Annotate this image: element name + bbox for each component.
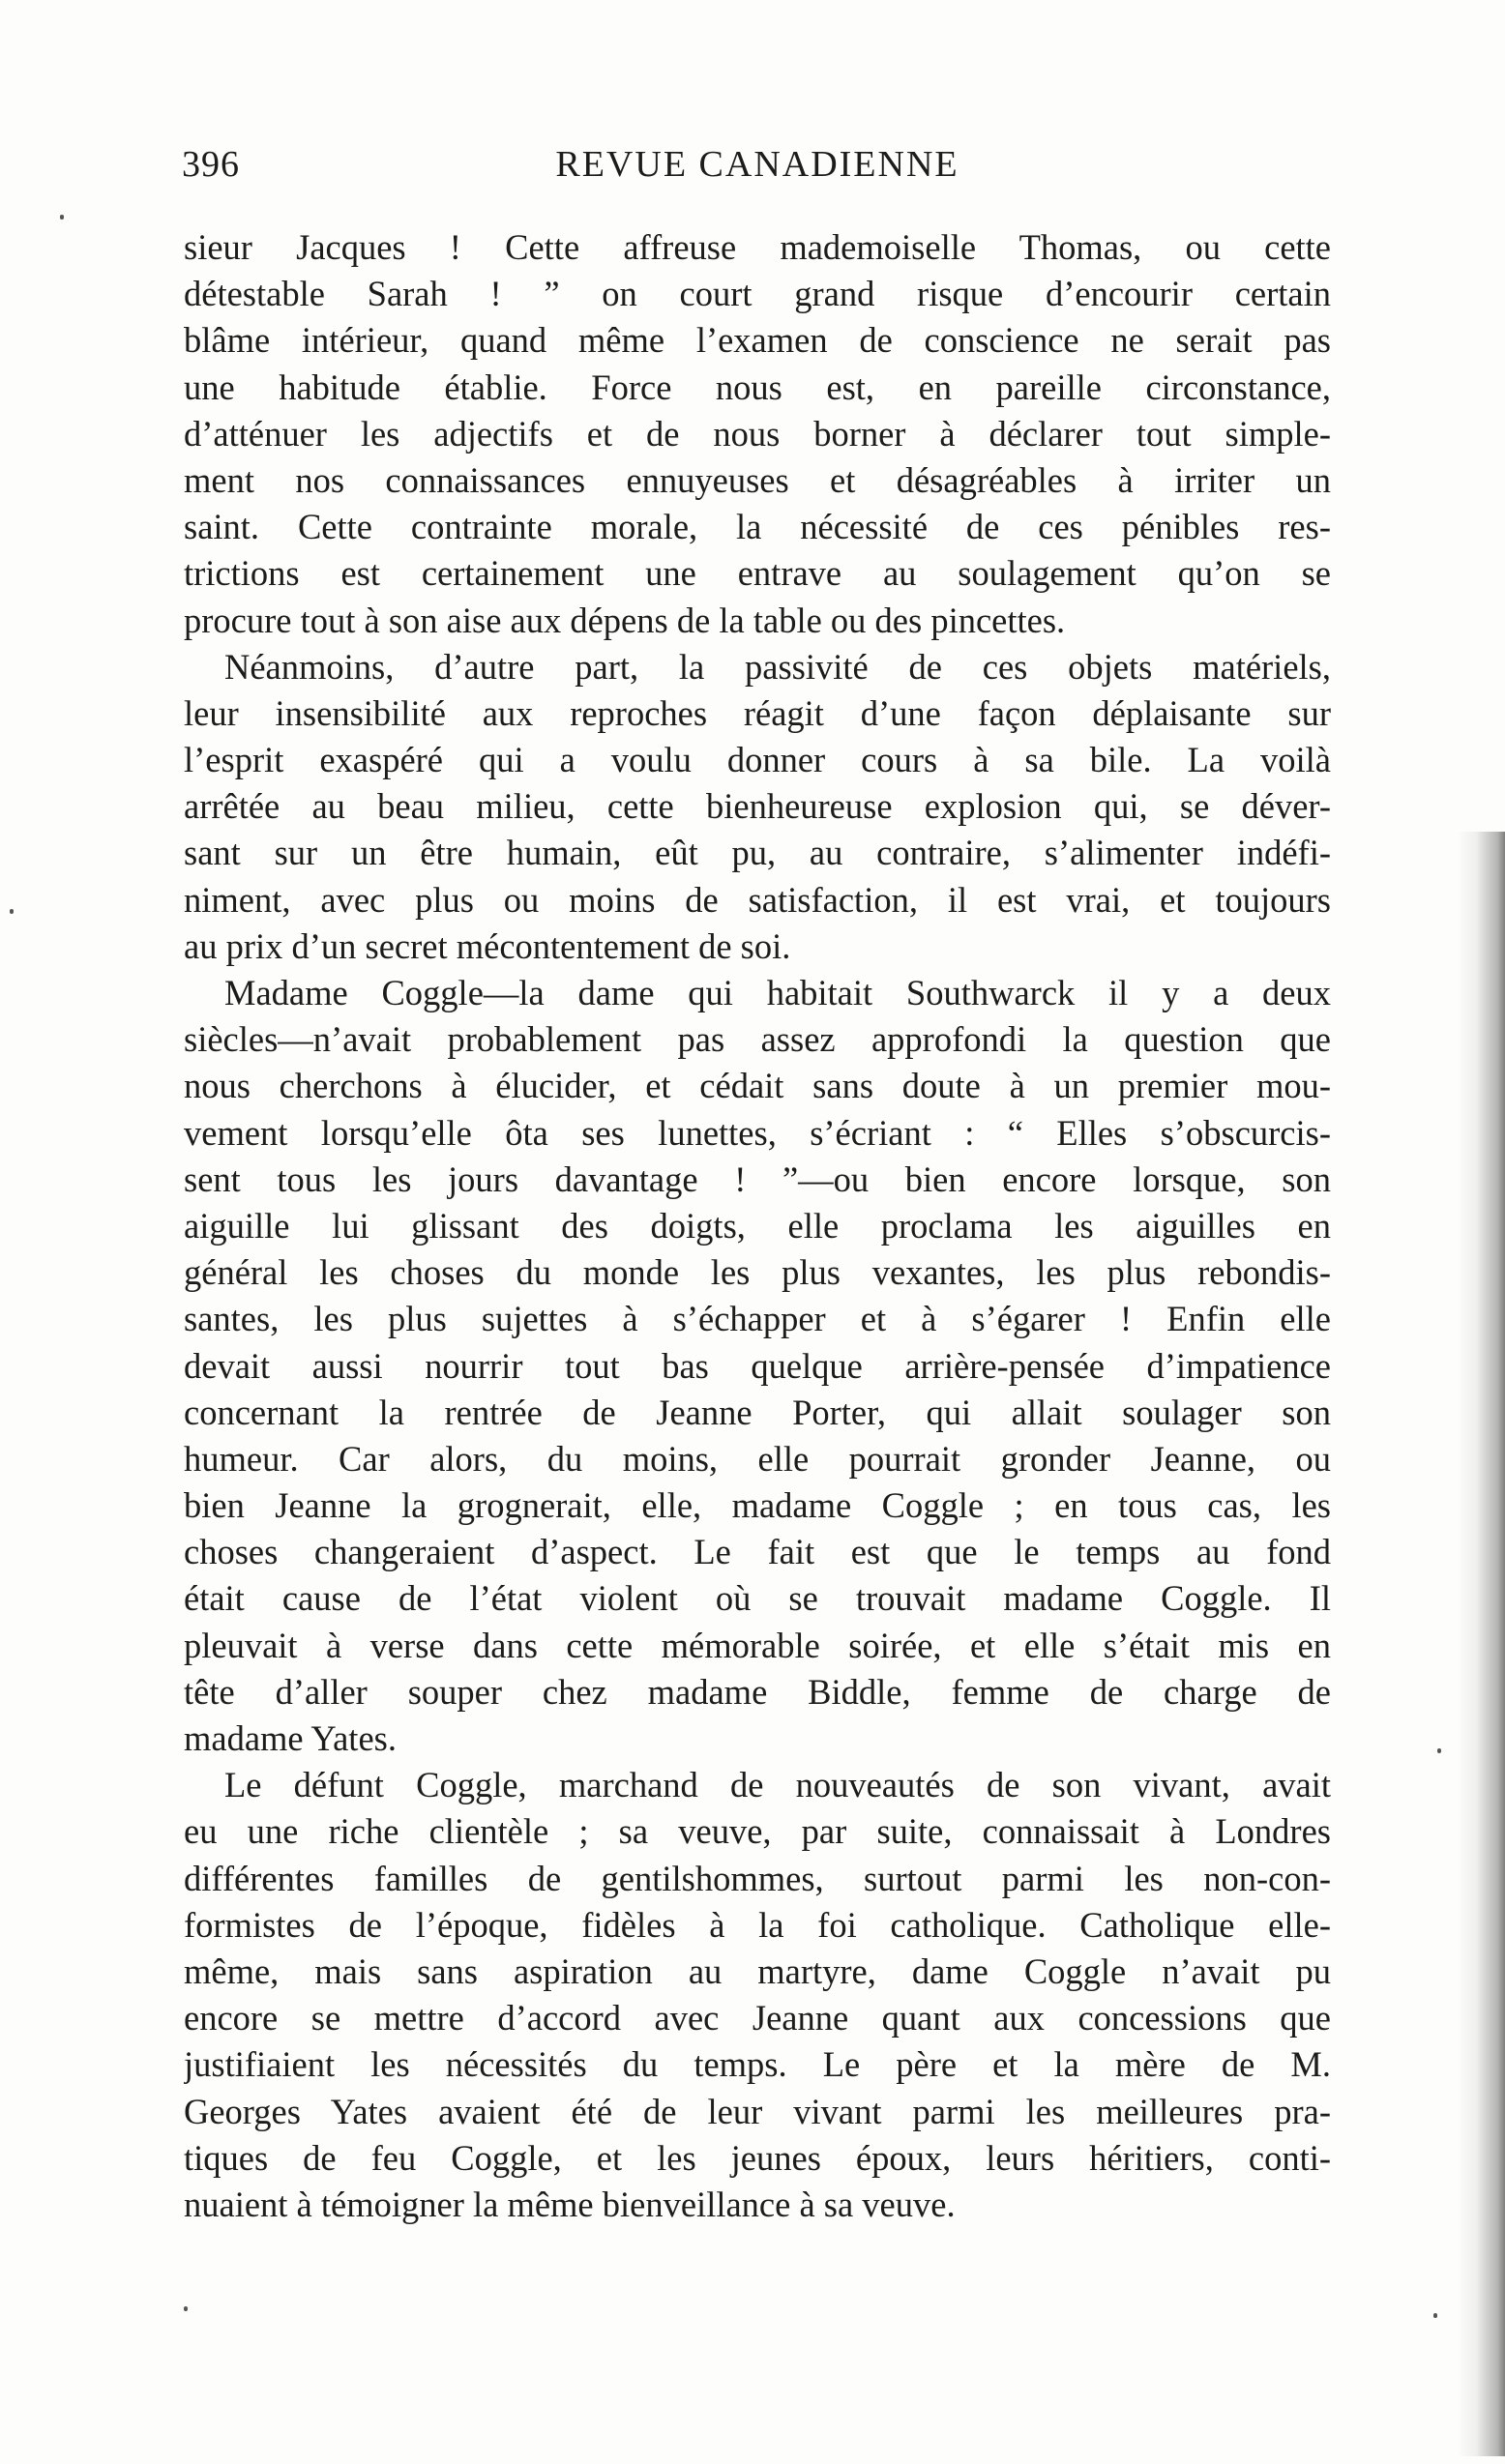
text-line: détestable Sarah ! ” on court grand risque d’encourir certain — [184, 274, 1331, 314]
body-text — [184, 224, 1331, 2228]
running-title: REVUE CANADIENNE — [555, 144, 959, 185]
text-line: même, mais sans aspiration au martyre, dame Coggle n’avait pu — [184, 1951, 1331, 1991]
scan-speck — [1437, 1748, 1441, 1753]
text-line: Georges Yates avaient été de leur vivant parmi les meilleures pra- — [184, 2091, 1331, 2131]
text-line: nuaient à témoigner la même bienveillance à sa veuve. — [184, 2184, 956, 2224]
text-line: encore se mettre d’accord avec Jeanne quant aux concessions que — [184, 1998, 1331, 2039]
text-line: blâme intérieur, quand même l’examen de conscience ne serait pas — [184, 320, 1331, 361]
text-line: santes, les plus sujettes à s’échapper et à s’égarer ! Enfin elle — [184, 1299, 1331, 1339]
scan-speck — [1433, 2313, 1437, 2318]
text-line: siècles—n’avait probablement pas assez approfondi la question que — [184, 1019, 1331, 1060]
text-line: aiguille lui glissant des doigts, elle proclama les aiguilles en — [184, 1205, 1331, 1246]
page-number: 396 — [182, 144, 240, 185]
text-line: justifiaient les nécessités du temps. Le père et la mère de M. — [184, 2044, 1331, 2085]
text-line: ment nos connaissances ennuyeuses et désagréables à irriter un — [184, 459, 1331, 500]
text-line: une habitude établie. Force nous est, en pareille circonstance, — [184, 367, 1331, 407]
text-line: sieur Jacques ! Cette affreuse mademoiselle Thomas, ou cette — [184, 227, 1331, 267]
scan-speck — [60, 215, 64, 220]
text-line: nous cherchons à élucider, et cédait sans doute à un premier mou- — [184, 1066, 1331, 1106]
text-line: leur insensibilité aux reproches réagit d’une façon déplaisante sur — [184, 692, 1331, 733]
text-line: formistes de l’époque, fidèles à la foi catholique. Catholique elle- — [184, 1904, 1331, 1945]
text-line: devait aussi nourrir tout bas quelque arrière-pensée d’impatience — [184, 1345, 1331, 1386]
text-line: au prix d’un secret mécontentement de soi. — [184, 925, 791, 966]
text-line: l’esprit exaspéré qui a voulu donner cours à sa bile. La voilà — [184, 740, 1331, 780]
scan-speck — [184, 2306, 188, 2311]
text-line: différentes familles de gentilshommes, surtout parmi les non-con- — [184, 1858, 1331, 1898]
text-line: d’atténuer les adjectifs et de nous borner à déclarer tout simple- — [184, 413, 1331, 454]
text-line: concernant la rentrée de Jeanne Porter, qui allait soulager son — [184, 1392, 1331, 1432]
text-line: arrêtée au beau milieu, cette bienheureuse explosion qui, se déver- — [184, 786, 1331, 827]
text-line: eu une riche clientèle ; sa veuve, par suite, connaissait à Londres — [184, 1811, 1331, 1852]
text-line: madame Yates. — [184, 1718, 397, 1758]
scan-shadow-edge — [1457, 832, 1505, 2456]
text-line: saint. Cette contrainte morale, la nécessité de ces pénibles res- — [184, 507, 1331, 547]
text-line: humeur. Car alors, du moins, elle pourrait gronder Jeanne, ou — [184, 1438, 1331, 1479]
text-line: tiques de feu Coggle, et les jeunes époux, leurs héritiers, conti- — [184, 2137, 1331, 2178]
text-line: procure tout à son aise aux dépens de la table ou des pincettes. — [184, 600, 1066, 640]
text-line: général les choses du monde les plus vexantes, les plus rebondis- — [184, 1252, 1331, 1293]
text-line: choses changeraient d’aspect. Le fait est que le temps au fond — [184, 1532, 1331, 1572]
text-line: vement lorsqu’elle ôta ses lunettes, s’écriant : “ Elles s’obscurcis- — [184, 1112, 1331, 1153]
text-line: bien Jeanne la grognerait, elle, madame Coggle ; en tous cas, les — [184, 1485, 1331, 1526]
text-line: sant sur un être humain, eût pu, au contraire, s’alimenter indéfi- — [184, 833, 1331, 873]
text-line: était cause de l’état violent où se trouvait madame Coggle. Il — [184, 1578, 1331, 1619]
text-line: niment, avec plus ou moins de satisfaction, il est vrai, et toujours — [184, 879, 1331, 920]
page-header — [182, 143, 1333, 201]
text-line: sent tous les jours davantage ! ”—ou bien encore lorsque, son — [184, 1159, 1331, 1199]
text-line: trictions est certainement une entrave au soulagement qu’on se — [184, 553, 1331, 594]
text-line: pleuvait à verse dans cette mémorable soirée, et elle s’était mis en — [184, 1625, 1331, 1665]
text-line: Madame Coggle—la dame qui habitait Southwarck il y a deux — [224, 973, 1331, 1012]
text-line: tête d’aller souper chez madame Biddle, femme de charge de — [184, 1671, 1331, 1712]
scan-speck — [10, 909, 14, 914]
text-line: Néanmoins, d’autre part, la passivité de ces objets matériels, — [224, 646, 1331, 687]
text-line: Le défunt Coggle, marchand de nouveautés de son vivant, avait — [224, 1765, 1331, 1805]
